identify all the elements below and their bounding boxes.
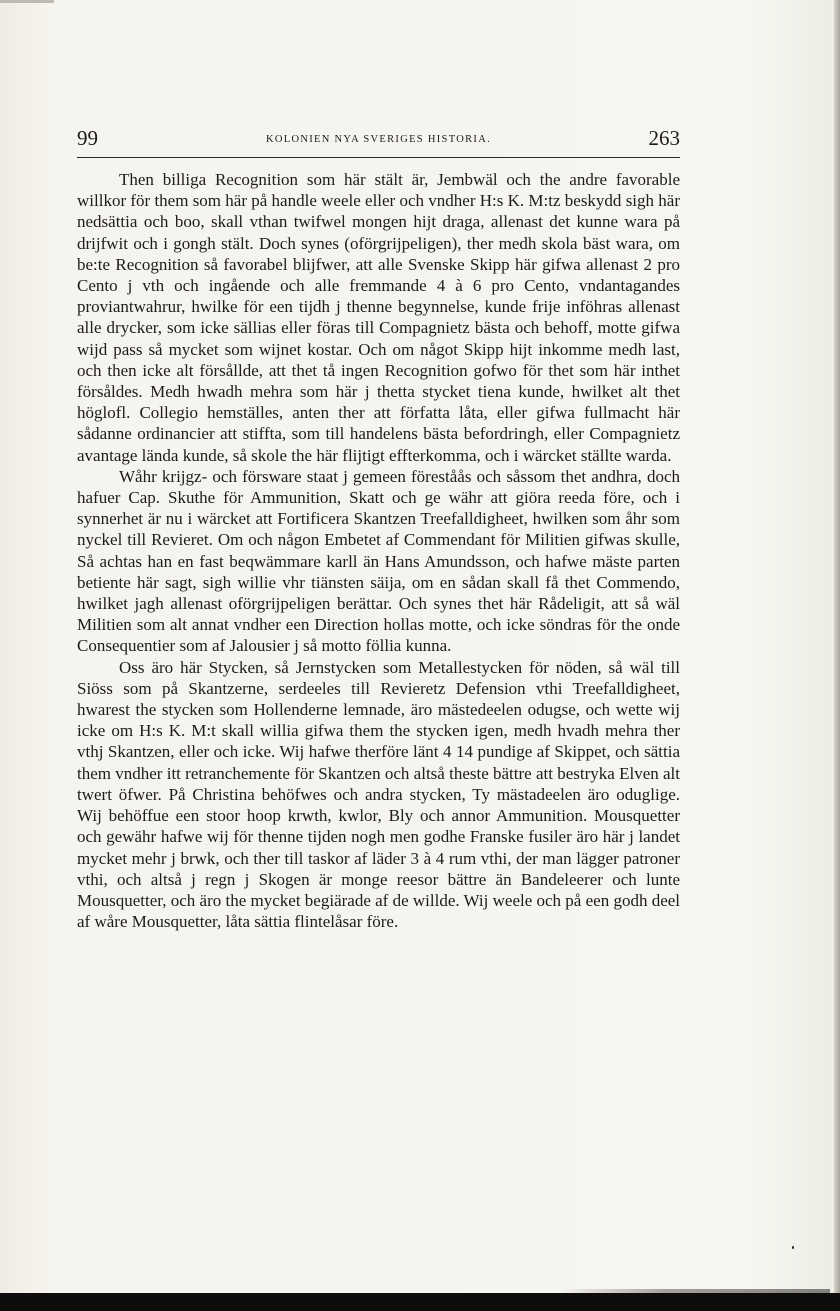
- paragraph-3: Oss äro här Stycken, så Jernstycken som Metallestycken för nöden, så wäl till Siöss som på Skantzerne, serdeeles till Revieretz Defension vthi Treefalldigheet, hwarest the stycken som Hollenderne lemnade, äro mästedeelen odugse, och wette wij icke om H:s K. M:t skall willia gifwa them the stycken igen, medh hvadh mehra ther vthj Skantzen, eller och icke. Wij hafwe therföre länt 4 14 pundige af Skippet, och sättia them vndher itt retranchemente för Skantzen och altså theste bättre att bestryka Elven alt twert öfwer. På Christina behöfwes och andra stycken, Ty mästadeelen äro oduglige. Wij behöffue een stoor hoop krwth, kwlor, Bly och annor Ammunition. Mousquetter och gewähr hafwe wij för thenne tijden nogh men godhe Franske fusiler äro här j landet mycket mehr j brwk, och ther till taskor af läder 3 à 4 rum vthi, der man lägger patroner vthi, och altså j regn j Skogen är monge reesor bättre än Bandeleerer och lunte Mousquetter, och äro the mycket begiärade af de willde. Wij weele och på een godh deel af wåre Mousquetter, låta sättia flintelåsar före.: [77, 657, 681, 932]
- scan-speck: [792, 1246, 794, 1249]
- page-number-left: 99: [77, 126, 98, 150]
- scan-bottom-band: [0, 1293, 840, 1311]
- page-right-border: [834, 0, 840, 1311]
- page-header: [77, 126, 680, 154]
- scan-edge-mark: [0, 0, 54, 3]
- page-number-right: 263: [648, 126, 680, 150]
- body-text: [77, 169, 680, 932]
- header-rule: [77, 157, 680, 158]
- running-title: KOLONIEN NYA SVERIGES HISTORIA.: [265, 134, 492, 145]
- paragraph-2: Wåhr krijgz- och försware staat j gemeen föreståås och såssom thet andhra, doch hafuer Cap. Skuthe för Ammunition, Skatt och ge währ att giöra reeda före, och i synnerhet är nu i wärcket att Fortificera Skantzen Treefalldigheet, hwilken som åhr som nyckel till Revieret. Om och någon Embetet af Commendant för Militien gifwas skulle, Så achtas han en fast beqwämmare karll än Hans Amundsson, och hafwe mäste parten betiente här sagt, sigh willie vhr tiänsten säija, om en sådan skall få thet Commendo, hwilket jagh allenast oförgrijpeligen berättar. Och synes thet här Rådeligit, att så wäl Militien som alt annat vndher een Direction hollas motte, och icke söndras för the onde Consequentier som af Jalousier j så motto föllia kunna.: [77, 466, 680, 656]
- paragraph-1: Then billiga Recognition som här stält är, Jembwäl och the andre favorable willkor för them som här på handle weele eller och vndher H:s K. M:tz beskydd sigh här nedsättia och boo, skall vthan twifwel mongen hijt draga, allenast det kunne wara på drijfwit och i gongh stält. Doch synes (oförgrijpeligen), ther medh skola bäst wara, om be:te Recognition så favorabel blijfwer, att alle Svenske Skipp här gifwa allenast 2 pro Cento j vth och ingående och alle fremmande 4 à 6 pro Cento, vndantagandes proviantwahrur, hwilke för een tijdh j thenne begynnelse, kunde frije inföhras allenast alle drycker, som icke sällias eller föras till Compagnietz bästa och behoff, motte gifwa wijd pass så mycket som wijnet kostar. Och om något Skipp hijt inkomme medh last, och then icke alt försållde, att thet tå ingen Recognition gofwo för thet som här inthet försåldes. Medh hwadh mehra som här j thetta stycket tiena kunde, hwilket alt thet höglofl. Collegio hemställes, anten ther att författa låta, eller gifwa fullmacht här sådanne ordinancier att stiffta, som till handelens bästa befordringh, eller Compagnietz avantage lända kunde, så skole the här flijtigt effterkomma, och i wärcket ställte warda.: [77, 170, 680, 465]
